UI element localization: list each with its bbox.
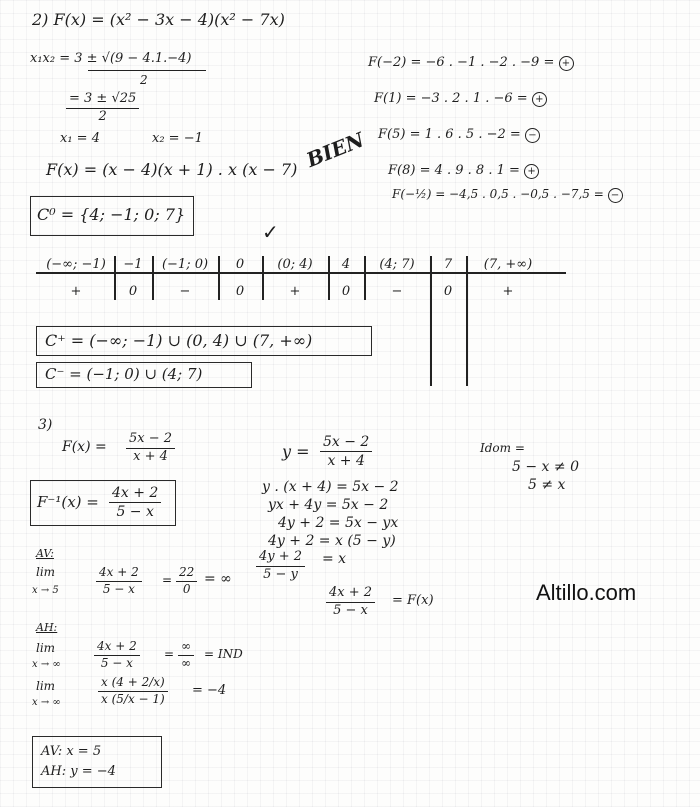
interval-cell: 7 (443, 257, 453, 272)
sign-cell: 0 (341, 284, 351, 299)
quadratic-formula-line: x₁x₂ = 3 ± √(9 − 4.1.−4) (30, 51, 192, 66)
sign-cell: + (70, 284, 82, 299)
work-last-numerator: 4y + 2 (256, 550, 305, 567)
table-vline (466, 256, 468, 386)
ah-denominator-1: 5 − x (100, 655, 133, 670)
ah-lim-1: lim (36, 641, 56, 655)
work-y-denominator: x + 4 (327, 453, 365, 470)
work-y-fraction (320, 434, 372, 469)
ah-result: = −4 (192, 683, 227, 698)
teacher-mark-bien: BIEN (303, 127, 368, 172)
checkmark-icon: ✓ (262, 220, 279, 244)
ah-eval-fraction (178, 640, 194, 671)
av-sub: x → 5 (32, 585, 59, 596)
inverse-numerator: 4x + 2 (109, 485, 161, 503)
inverse-fraction (109, 485, 161, 520)
ah-denominator-2: x (5/x − 1) (101, 691, 165, 706)
av-denominator: 5 − x (102, 581, 135, 596)
sign-circle: − (525, 128, 540, 143)
sign-table-signs (38, 274, 566, 300)
av-title: AV: (36, 547, 54, 560)
work-last-denominator: 5 − y (263, 566, 298, 582)
roots-simplified-numerator: = 3 ± √25 (66, 92, 139, 109)
ah-fraction-1 (94, 640, 140, 671)
interval-cell: 4 (341, 257, 351, 272)
av-lim: lim (36, 565, 56, 579)
eval-text: F(5) = 1 . 6 . 5 . −2 = (378, 127, 521, 142)
eval-row (392, 188, 623, 203)
function-denominator: x + 4 (133, 448, 168, 464)
sign-cell: 0 (128, 284, 138, 299)
eval-row (388, 164, 539, 179)
summary-line: AH: y = −4 (41, 764, 116, 779)
problem-3-label: 3) (38, 417, 53, 433)
av-result: = ∞ (204, 571, 232, 587)
domain-title: Idom = (480, 441, 525, 455)
ah-sub-2: x → ∞ (32, 697, 61, 708)
ah-numerator-1: 4x + 2 (94, 640, 140, 656)
inverse-lhs: F⁻¹(x) = (37, 493, 99, 511)
function-numerator: 5x − 2 (126, 432, 175, 449)
sign-cell: − (391, 284, 403, 299)
table-vline (114, 256, 116, 300)
eval-text: F(8) = 4 . 9 . 8 . 1 = (388, 163, 520, 178)
factored-function: F(x) = (x − 4)(x + 1) . x (x − 7) (46, 160, 298, 179)
table-vline (262, 256, 264, 300)
domain-line: 5 − x ≠ 0 (512, 459, 579, 475)
work-line: y . (x + 4) = 5x − 2 (262, 479, 399, 495)
function-fraction (126, 432, 175, 465)
ah-eval-numerator: ∞ (178, 640, 194, 656)
ah-numerator-2: x (4 + 2/x) (98, 676, 168, 692)
sign-circle: + (524, 164, 539, 179)
work-last-fraction (256, 550, 305, 583)
work-result-numerator: 4x + 2 (326, 586, 375, 603)
c-minus-set: C⁻ = (−1; 0) ∪ (4; 7) (45, 365, 203, 383)
sign-cell: + (502, 284, 514, 299)
interval-cell: 0 (235, 257, 245, 272)
av-numerator: 4x + 2 (96, 566, 142, 582)
sign-cell: 0 (235, 284, 245, 299)
ah-lim-2: lim (36, 679, 56, 693)
c-plus-set: C⁺ = (−∞; −1) ∪ (0, 4) ∪ (7, +∞) (45, 331, 313, 350)
av-equals: = (162, 573, 173, 587)
work-y-numerator: 5x − 2 (320, 434, 372, 452)
watermark: Altillo.com (536, 580, 637, 605)
inverse-denominator: 5 − x (116, 504, 154, 521)
interval-cell: (4; 7) (379, 257, 415, 272)
ah-fraction-2 (98, 676, 168, 707)
work-result-denominator: 5 − x (333, 602, 368, 618)
domain-line: 5 ≠ x (528, 477, 566, 493)
interval-cell: (7, +∞) (483, 257, 533, 272)
eval-row (378, 128, 540, 143)
sign-circle: + (532, 92, 547, 107)
eval-row (374, 92, 547, 107)
work-line: 4y + 2 = x (5 − y) (268, 533, 396, 549)
av-fraction (96, 566, 142, 597)
ah-equals: = (164, 647, 175, 661)
sign-circle: + (559, 56, 574, 71)
table-vline (328, 256, 330, 300)
work-line: 4y + 2 = 5x − yx (278, 515, 399, 531)
work-line: yx + 4y = 5x − 2 (268, 497, 389, 513)
sign-cell: 0 (443, 284, 453, 299)
table-vline (364, 256, 366, 300)
work-result-rhs: = F(x) (392, 593, 434, 608)
av-eval-numerator: 22 (176, 566, 197, 582)
interval-cell: (0; 4) (277, 257, 313, 272)
asymptotes-summary-box (32, 736, 162, 788)
fraction-bar (88, 70, 206, 71)
sign-circle: − (608, 188, 623, 203)
eval-text: F(−½) = −4,5 . 0,5 . −0,5 . −7,5 = (392, 187, 604, 201)
eval-row (368, 56, 574, 71)
interval-cell: −1 (123, 257, 143, 272)
roots-simplified (66, 92, 139, 125)
inverse-box (30, 480, 176, 526)
roots-simplified-denominator: 2 (98, 108, 107, 124)
interval-cell: (−∞; −1) (46, 257, 106, 272)
sign-table (38, 256, 566, 300)
eval-text: F(1) = −3 . 2 . 1 . −6 = (374, 91, 528, 106)
function-lhs: F(x) = (62, 439, 107, 455)
sign-cell: − (179, 284, 191, 299)
summary-line: AV: x = 5 (41, 744, 102, 759)
root-x2: x₂ = −1 (152, 131, 203, 146)
work-result-fraction (326, 586, 375, 619)
problem-2-heading: 2) F(x) = (x² − 3x − 4)(x² − 7x) (32, 10, 285, 29)
quadratic-denominator: 2 (140, 73, 148, 87)
av-eval-denominator: 0 (182, 581, 191, 596)
c-minus-box (36, 362, 252, 388)
zero-set: C⁰ = {4; −1; 0; 7} (37, 205, 186, 224)
av-eval-fraction (176, 566, 197, 597)
ah-title: AH: (36, 621, 58, 634)
interval-cell: (−1; 0) (161, 257, 209, 272)
table-vline (218, 256, 220, 300)
work-y-lhs: y = (282, 442, 310, 461)
c-plus-box (36, 326, 372, 356)
table-vline (152, 256, 154, 300)
eval-text: F(−2) = −6 . −1 . −2 . −9 = (368, 55, 555, 70)
root-x1: x₁ = 4 (60, 131, 100, 146)
table-vline (430, 256, 432, 386)
sign-cell: + (289, 284, 301, 299)
ah-sub-1: x → ∞ (32, 659, 61, 670)
work-last-rhs: = x (322, 551, 347, 567)
ah-eval-denominator: ∞ (181, 655, 191, 670)
ah-ind: = IND (204, 647, 243, 661)
zero-set-box (30, 196, 194, 236)
